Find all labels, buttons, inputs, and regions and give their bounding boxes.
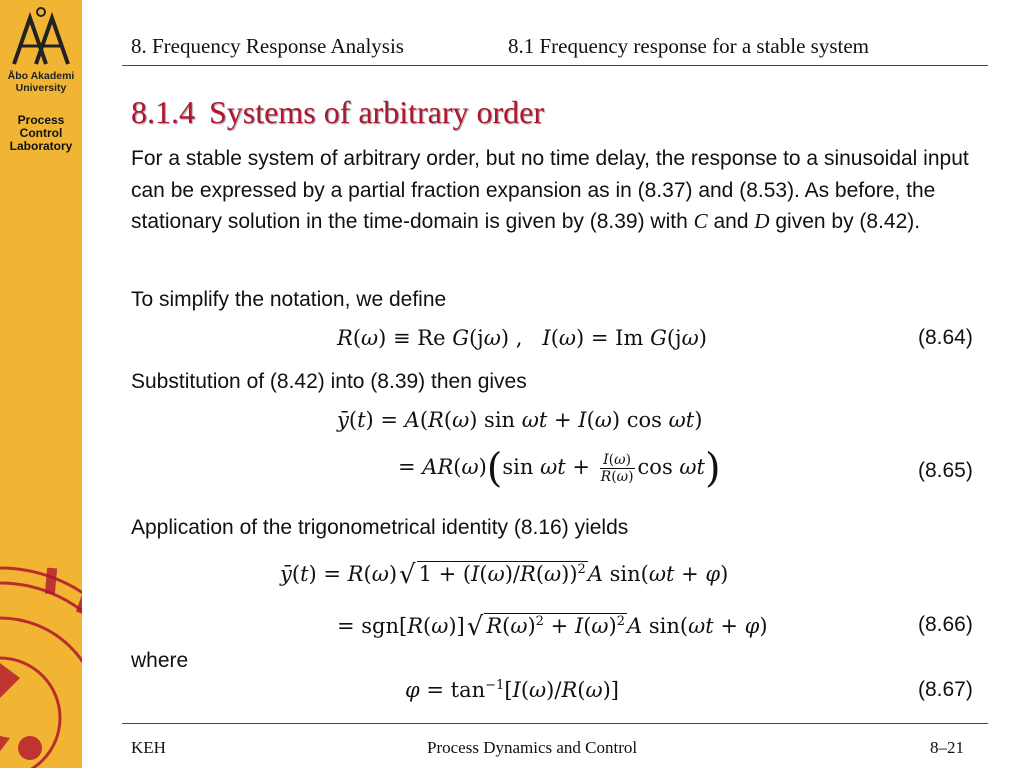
lab-name: Process Control Laboratory bbox=[9, 113, 73, 153]
equation-8-66-line1: ȳ(t) = R(ω)√ $1 + (I(\omega)/R(\omega))^2A$ sin(ωt + φ) bbox=[280, 560, 729, 590]
intro-text-end: given by (8.42). bbox=[769, 210, 921, 233]
university-name: Åbo Akademi University bbox=[7, 70, 75, 94]
footer-divider bbox=[122, 723, 988, 724]
define-text: To simplify the notation, we define bbox=[131, 288, 447, 311]
identity-text: Application of the trigonometrical identity (8.16) yields bbox=[131, 516, 629, 539]
equation-number-8-65: (8.65) bbox=[918, 459, 973, 482]
symbol-d: D bbox=[754, 209, 770, 233]
footer-page-number: 8–21 bbox=[930, 738, 964, 757]
sidebar bbox=[0, 0, 82, 768]
intro-paragraph bbox=[131, 143, 989, 238]
aa-logo-icon bbox=[4, 6, 78, 66]
where-text: where bbox=[131, 649, 189, 672]
university-seal-icon bbox=[0, 388, 82, 768]
chapter-header: 8. Frequency Response Analysis bbox=[131, 34, 404, 58]
substitution-text: Substitution of (8.42) into (8.39) then gives bbox=[131, 370, 527, 393]
footer-course: Process Dynamics and Control bbox=[427, 738, 638, 757]
section-header: 8.1 Frequency response for a stable system bbox=[508, 34, 869, 58]
symbol-c: C bbox=[693, 209, 708, 233]
equation-number-8-67: (8.67) bbox=[918, 678, 973, 701]
equation-8-65-line1: ȳ(t) = A(R(ω) sin ωt + I(ω) cos ωt) bbox=[337, 408, 703, 432]
equation-number-8-64: (8.64) bbox=[918, 326, 973, 349]
title-text: Systems of arbitrary order bbox=[209, 94, 545, 130]
slide-title bbox=[131, 94, 544, 131]
header-divider bbox=[122, 65, 988, 66]
title-number: 8.1.4 bbox=[131, 94, 195, 130]
footer-author: KEH bbox=[131, 738, 166, 757]
intro-text: For a stable system of arbitrary order, but no time delay, the response to a sinusoidal input can be expressed by a partial fraction expansion as in (8.37) and (8.53). As before, the stationary solution in the time-domain is given by (8.39) with bbox=[131, 147, 969, 233]
equation-8-66-line2: = sgn[R(ω)]√ $R(\omega)^2 + I(\omega)^2A$ sin(ωt + φ) bbox=[337, 612, 768, 642]
equation-8-64: R(ω) ≡ Re G(jω) , I(ω) = Im G(jω) bbox=[337, 326, 707, 350]
word-and: and bbox=[707, 210, 755, 233]
equation-8-67: $\varphi = \tan^{-1}[I(\omega)/R(\omega)]$ bbox=[405, 678, 619, 702]
equation-number-8-66: (8.66) bbox=[918, 613, 973, 636]
equation-8-65-line2: = AR(ω)(sin ωt + $\frac{I(\omega)}{R(\omega)}$ cos ωt) bbox=[398, 445, 721, 492]
